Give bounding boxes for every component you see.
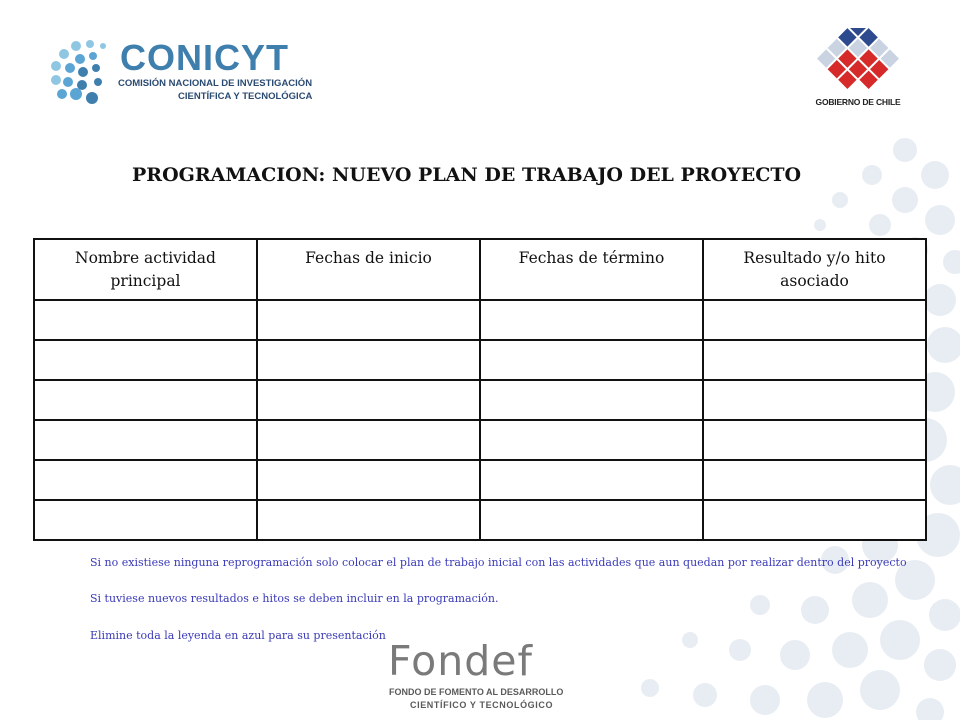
conicyt-logo (48, 38, 318, 110)
header-result-milestone: Resultado y/o hito asociado (703, 239, 926, 300)
table-cell[interactable] (480, 420, 703, 460)
fondef-subtitle-line2: CIENTÍFICO Y TECNOLÓGICO (410, 700, 554, 710)
gobierno-de-chile-label: GOBIERNO DE CHILE (815, 97, 901, 107)
table-cell[interactable] (257, 300, 480, 340)
fondef-name: Fondef (388, 637, 533, 685)
table-cell[interactable] (480, 380, 703, 420)
table-row (34, 500, 926, 540)
header-activity-name: Nombre actividad principal (34, 239, 257, 300)
table-cell[interactable] (703, 340, 926, 380)
table-row (34, 380, 926, 420)
table-cell[interactable] (34, 340, 257, 380)
table-cell[interactable] (703, 300, 926, 340)
gobierno-de-chile-logo (808, 28, 908, 110)
table-cell[interactable] (480, 500, 703, 540)
table-cell[interactable] (257, 380, 480, 420)
table-cell[interactable] (257, 340, 480, 380)
table-cell[interactable] (257, 460, 480, 500)
work-plan-table (33, 238, 927, 541)
table-cell[interactable] (34, 380, 257, 420)
table-cell[interactable] (257, 500, 480, 540)
table-cell[interactable] (34, 300, 257, 340)
table-cell[interactable] (703, 460, 926, 500)
table-row (34, 340, 926, 380)
fondef-logo (386, 637, 586, 716)
conicyt-name: CONICYT (120, 37, 289, 78)
table-cell[interactable] (480, 300, 703, 340)
header-end-date: Fechas de término (480, 239, 703, 300)
table-cell[interactable] (480, 460, 703, 500)
table-row (34, 300, 926, 340)
table-cell[interactable] (34, 420, 257, 460)
chile-government-emblem-icon (808, 28, 908, 94)
table-cell[interactable] (703, 420, 926, 460)
header-start-date: Fechas de inicio (257, 239, 480, 300)
page-title: PROGRAMACION: NUEVO PLAN DE TRABAJO DEL PROYECTO (132, 164, 802, 186)
instruction-note-new-results: Si tuviese nuevos resultados e hitos se deben incluir en la programación. (90, 592, 499, 605)
table-cell[interactable] (703, 380, 926, 420)
table-header-row (34, 239, 926, 300)
table-cell[interactable] (34, 500, 257, 540)
table-cell[interactable] (703, 500, 926, 540)
table-row (34, 420, 926, 460)
table-cell[interactable] (34, 460, 257, 500)
conicyt-dots-icon (48, 38, 120, 110)
table-cell[interactable] (480, 340, 703, 380)
instruction-note-reprogramming: Si no existiese ninguna reprogramación solo colocar el plan de trabajo inicial con las actividades que aun quedan por realizar dentro del proyecto (90, 556, 907, 569)
conicyt-subtitle-line1: COMISIÓN NACIONAL DE INVESTIGACIÓN (118, 78, 313, 89)
conicyt-subtitle-line2: CIENTÍFICA Y TECNOLÓGICA (178, 91, 313, 102)
fondef-subtitle-line1: FONDO DE FOMENTO AL DESARROLLO (389, 687, 564, 697)
instruction-note-remove-legend: Elimine toda la leyenda en azul para su presentación (90, 629, 386, 642)
table-cell[interactable] (257, 420, 480, 460)
table-row (34, 460, 926, 500)
